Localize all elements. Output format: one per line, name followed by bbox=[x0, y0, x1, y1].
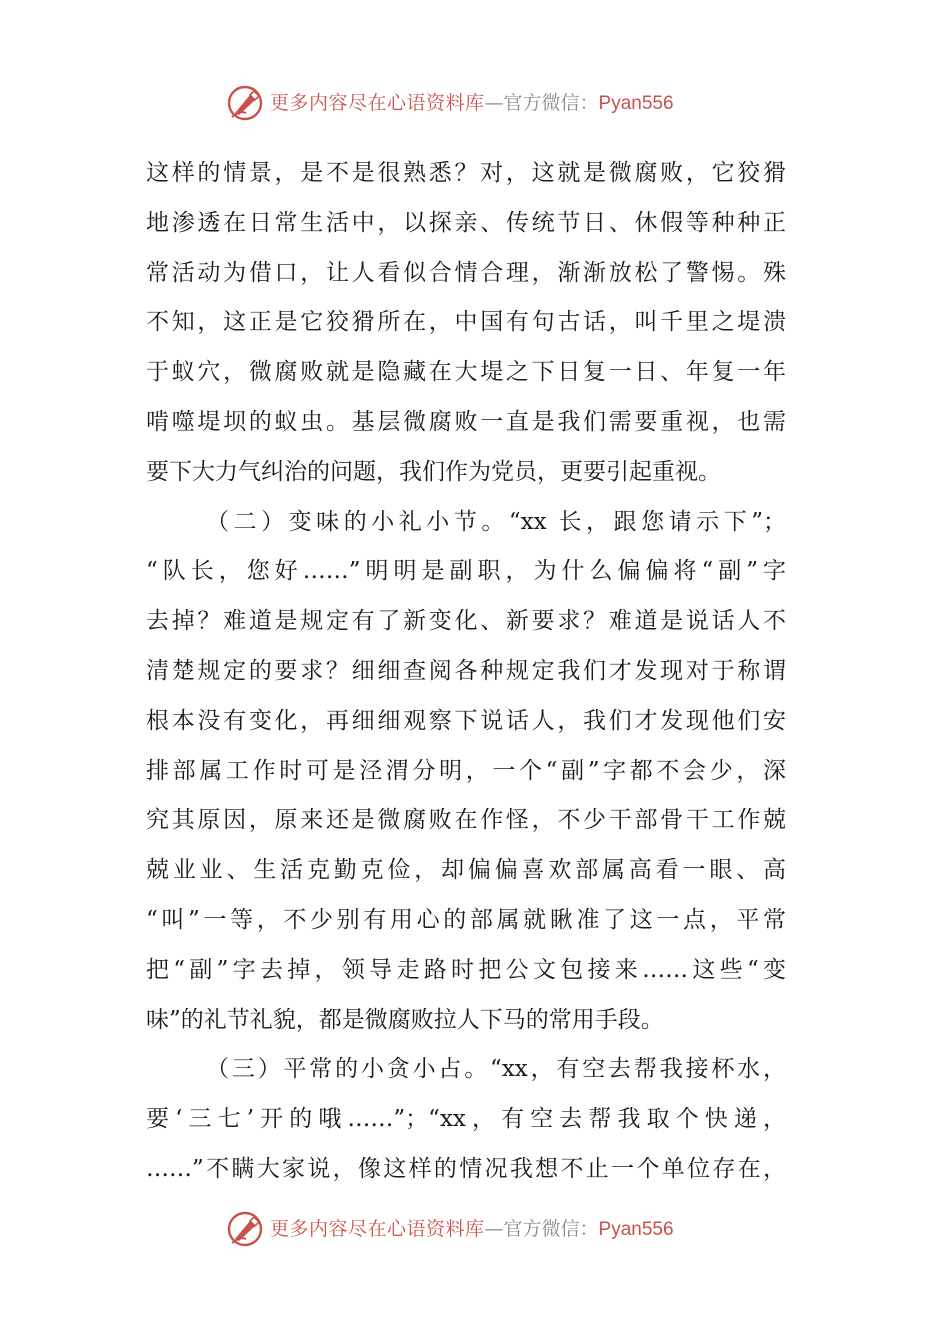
footer-title: 更多内容尽在心语资料库 bbox=[270, 1218, 485, 1240]
pen-nib-icon bbox=[226, 84, 264, 122]
text-line: 味”的礼节礼貌，都是微腐败拉人下马的常用手段。 bbox=[146, 1006, 664, 1033]
text-line: 啃噬堤坝的蚁虫。基层微腐败一直是我们需要重视，也需 bbox=[146, 408, 786, 435]
footer-separator: — bbox=[484, 1218, 504, 1240]
text-line: 根本没有变化，再细细观察下说话人，我们才发现他们安 bbox=[146, 707, 786, 734]
footer-wechat-label: 官方微信： bbox=[503, 1218, 599, 1240]
footer-banner bbox=[0, 1208, 950, 1252]
header-banner bbox=[0, 82, 950, 126]
pen-nib-icon bbox=[226, 1210, 264, 1248]
header-account: Pyan556 bbox=[598, 93, 674, 114]
text-line: “叫”一等，不少别有用心的部属就瞅准了这一点，平常 bbox=[146, 906, 786, 933]
text-line: 要下大力气纠治的问题，我们作为党员，更要引起重视。 bbox=[146, 458, 721, 485]
text-line: 常活动为借口，让人看似合情合理，渐渐放松了警惕。殊 bbox=[146, 259, 786, 286]
text-line: 排部属工作时可是泾渭分明，一个“副”字都不会少，深 bbox=[146, 757, 786, 784]
footer-text bbox=[270, 1216, 674, 1243]
text-line: 兢业业、生活克勤克俭，却偏偏喜欢部属高看一眼、高 bbox=[146, 857, 786, 884]
text-line: 地渗透在日常生活中，以探亲、传统节日、休假等种种正 bbox=[146, 209, 786, 236]
footer-account: Pyan556 bbox=[598, 1219, 674, 1240]
text-line: 不知，这正是它狡猾所在，中国有句古话，叫千里之堤溃 bbox=[146, 309, 786, 336]
text-line: 清楚规定的要求？细细查阅各种规定我们才发现对于称谓 bbox=[146, 657, 786, 684]
section-heading-line: （二）变味的小礼小节。“xx 长，跟您请示下”； bbox=[206, 508, 786, 535]
text-line: 要‘三七’开的哦……”；“xx，有空去帮我取个快递， bbox=[146, 1106, 786, 1133]
header-title: 更多内容尽在心语资料库 bbox=[270, 92, 485, 114]
text-line: ……”不瞒大家说，像这样的情况我想不止一个单位存在， bbox=[146, 1155, 786, 1182]
header-separator: — bbox=[484, 92, 504, 114]
text-line: 究其原因，原来还是微腐败在作怪，不少干部骨干工作兢 bbox=[146, 807, 786, 834]
text-line: “队长，您好……”明明是副职，为什么偏偏将“副”字 bbox=[146, 558, 786, 585]
text-line: 这样的情景，是不是很熟悉？对，这就是微腐败，它狡猾 bbox=[146, 160, 786, 186]
header-wechat-label: 官方微信： bbox=[503, 92, 599, 114]
text-line: 于蚁穴，微腐败就是隐藏在大堤之下日复一日、年复一年 bbox=[146, 359, 786, 386]
text-line: 把“副”字去掉，领导走路时把公文包接来……这些“变 bbox=[146, 956, 786, 983]
section-heading-line: （三）平常的小贪小占。“xx，有空去帮我接杯水， bbox=[206, 1056, 786, 1083]
header-text bbox=[270, 90, 674, 117]
body-text bbox=[146, 149, 786, 1195]
text-line: 去掉？难道是规定有了新变化、新要求？难道是说话人不 bbox=[146, 608, 786, 635]
